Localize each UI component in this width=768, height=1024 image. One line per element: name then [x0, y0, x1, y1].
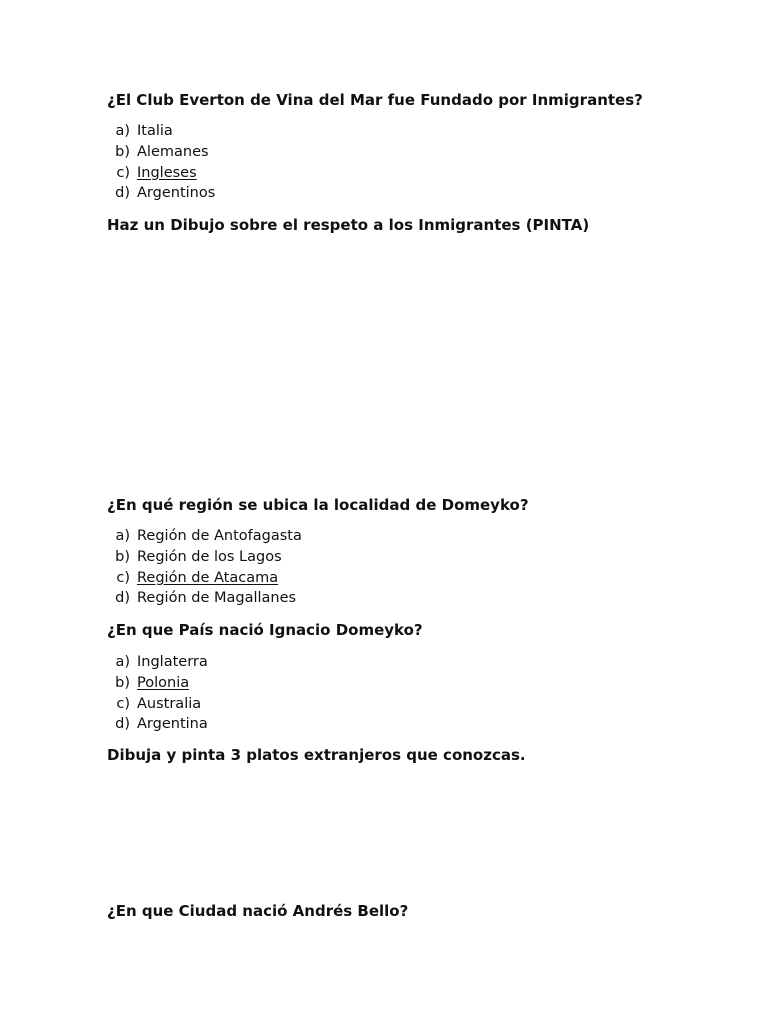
option-text: Argentina: [137, 716, 208, 733]
question-title: ¿En que País nació Ignacio Domeyko?: [107, 621, 423, 639]
answer-options: [107, 652, 208, 735]
option-letter: d): [115, 716, 130, 733]
answer-options: [107, 526, 302, 609]
option-letter: b): [115, 143, 130, 160]
option-letter: c): [116, 569, 130, 586]
answer-option: [107, 568, 302, 589]
option-text: Región de los Lagos: [137, 548, 282, 565]
question-title: ¿En qué región se ubica la localidad de Domeyko?: [107, 496, 529, 514]
option-text: Alemanes: [137, 143, 209, 160]
option-text: Argentinos: [137, 185, 216, 202]
option-letter: a): [115, 123, 130, 139]
answer-option: [107, 547, 302, 568]
option-text: Inglaterra: [137, 654, 208, 670]
option-letter: b): [115, 548, 130, 565]
option-letter: d): [115, 185, 130, 202]
answer-option: [107, 652, 208, 673]
option-letter: d): [115, 590, 130, 607]
answer-option: [107, 714, 208, 735]
option-text: Australia: [137, 695, 202, 712]
drawing-prompt: Haz un Dibujo sobre el respeto a los Inmigrantes (PINTA): [107, 216, 590, 234]
answer-option: [107, 163, 215, 184]
option-text: Ingleses: [137, 164, 197, 181]
question-title: ¿El Club Everton de Vina del Mar fue Fundado por Inmigrantes?: [107, 91, 643, 109]
option-letter: c): [116, 164, 130, 181]
answer-option: [107, 673, 208, 694]
answer-option: [107, 694, 208, 715]
option-letter: c): [116, 695, 130, 712]
option-text: Polonia: [137, 674, 190, 691]
option-letter: a): [115, 528, 130, 544]
answer-option: [107, 588, 302, 609]
drawing-prompt: Dibuja y pinta 3 platos extranjeros que conozcas.: [107, 746, 526, 764]
answer-option: [107, 142, 215, 163]
answer-option: [107, 183, 215, 204]
option-text: Región de Atacama: [137, 569, 279, 586]
option-text: Región de Magallanes: [137, 590, 297, 607]
option-letter: b): [115, 674, 130, 691]
answer-options: [107, 121, 215, 204]
question-title: ¿En que Ciudad nació Andrés Bello?: [107, 902, 409, 920]
option-text: Italia: [137, 123, 173, 139]
option-letter: a): [115, 654, 130, 670]
option-text: Región de Antofagasta: [137, 528, 302, 544]
answer-option: [107, 121, 215, 142]
answer-option: [107, 526, 302, 547]
